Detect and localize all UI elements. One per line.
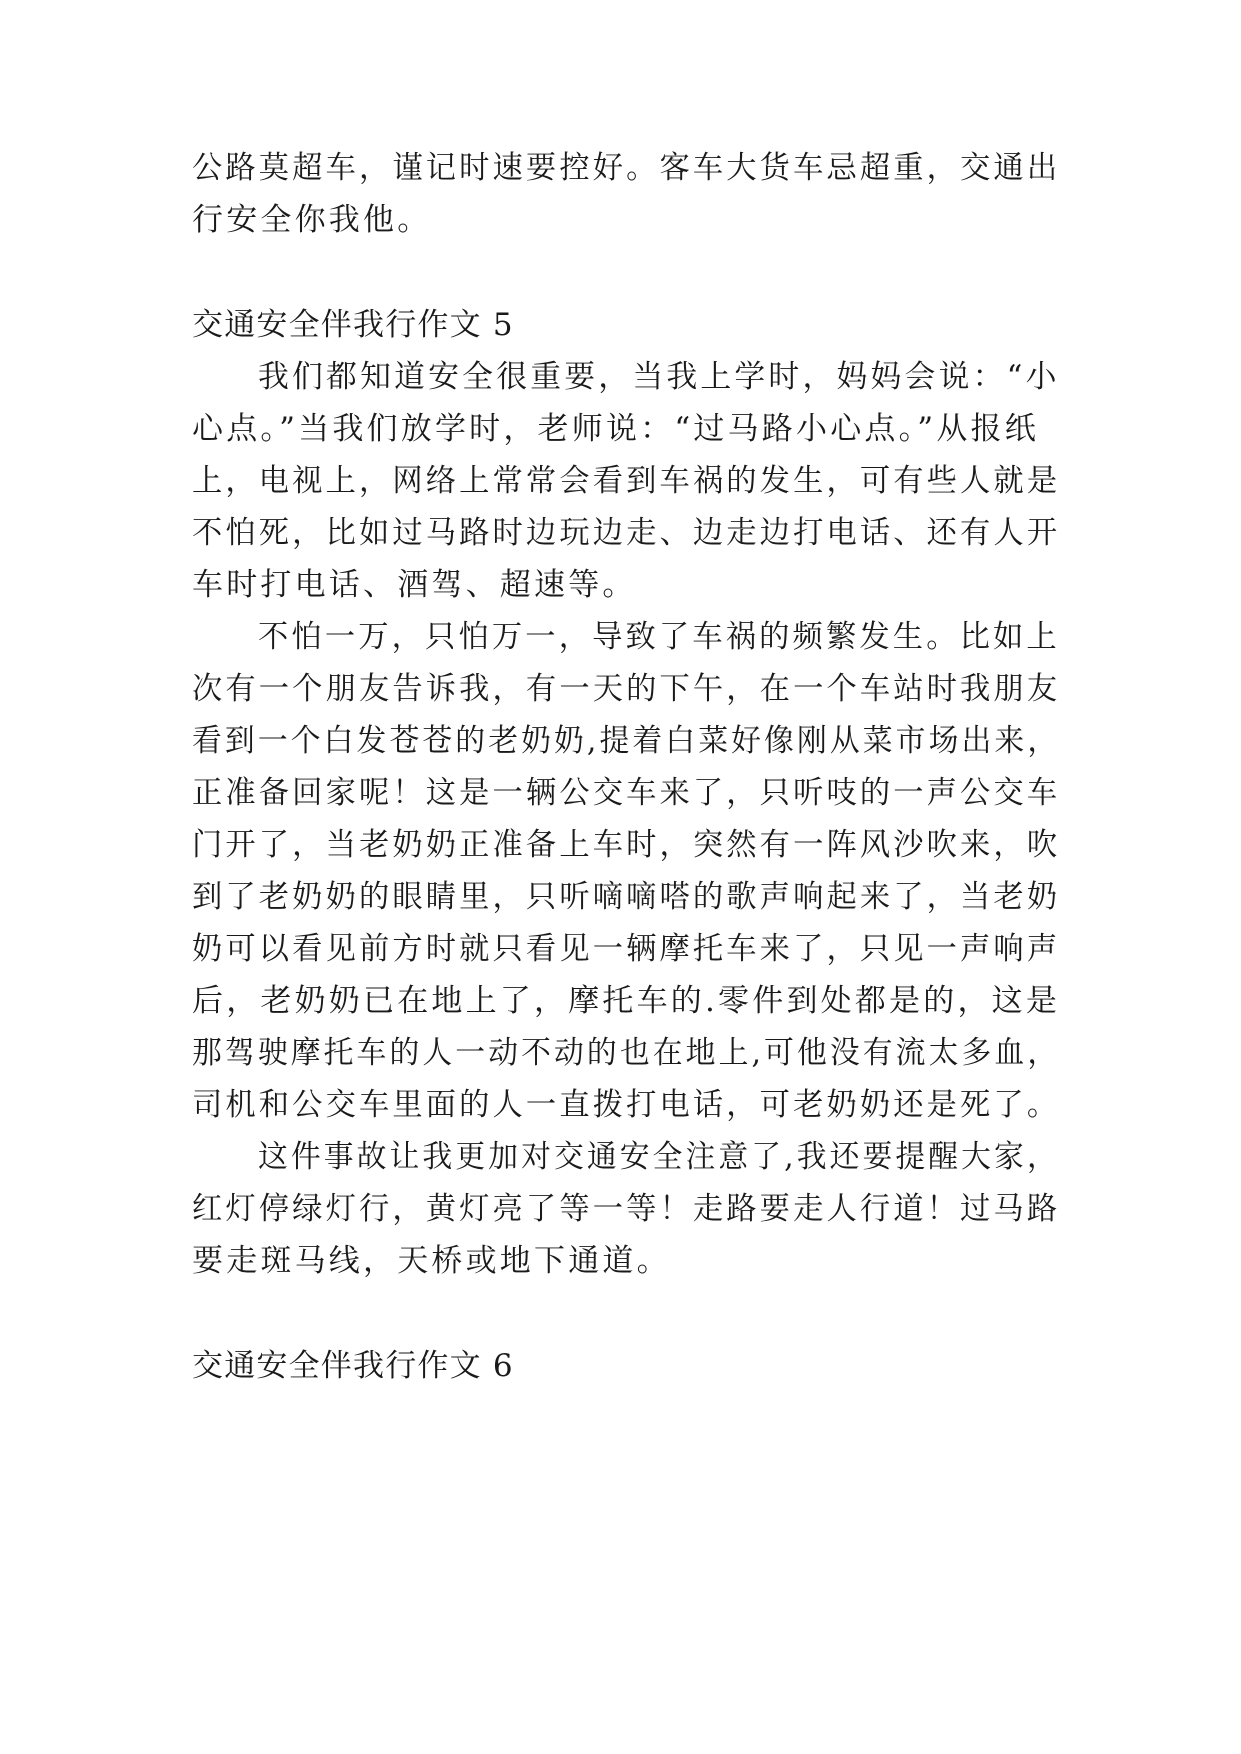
paragraph-line: 奶可以看见前方时就只看见一辆摩托车来了，只见一声响声: [192, 931, 1061, 967]
paragraph-line: 车时打电话、酒驾、超速等。: [192, 567, 637, 603]
paragraph-line: 心点。”当我们放学时，老师说：“过马路小心点。”从报纸: [192, 411, 1039, 447]
paragraph-line: 司机和公交车里面的人一直拨打电话，可老奶奶还是死了。: [192, 1087, 1061, 1123]
paragraph-line: 要走斑马线，天桥或地下通道。: [192, 1243, 671, 1279]
paragraph-line: 那驾驶摩托车的人一动不动的也在地上,可他没有流太多血，: [192, 1035, 1061, 1071]
paragraph-line: 不怕死，比如过马路时边玩边走、边走边打电话、还有人开: [192, 515, 1061, 551]
paragraph-line: 后，老奶奶已在地上了，摩托车的.零件到处都是的，这是: [192, 983, 1061, 1019]
paragraph-line: 我们都知道安全很重要，当我上学时，妈妈会说：“小: [258, 359, 1060, 395]
paragraph-line: 上，电视上，网络上常常会看到车祸的发生，可有些人就是: [192, 463, 1061, 499]
paragraph-line: 不怕一万，只怕万一，导致了车祸的频繁发生。比如上: [258, 619, 1060, 655]
paragraph-line: 正准备回家呢！这是一辆公交车来了，只听吱的一声公交车: [192, 775, 1061, 811]
section-heading-6: 交通安全伴我行作文 6: [192, 1348, 514, 1384]
paragraph-line: 这件事故让我更加对交通安全注意了,我还要提醒大家，: [258, 1139, 1060, 1175]
intro-line-1: 公路莫超车，谨记时速要控好。客车大货车忌超重，交通出: [192, 150, 1061, 186]
paragraph-line: 红灯停绿灯行，黄灯亮了等一等！走路要走人行道！过马路: [192, 1191, 1061, 1227]
paragraph-line: 到了老奶奶的眼睛里，只听嘀嘀嗒的歌声响起来了，当老奶: [192, 879, 1061, 915]
paragraph-line: 看到一个白发苍苍的老奶奶,提着白菜好像刚从菜市场出来，: [192, 723, 1061, 759]
paragraph-line: 次有一个朋友告诉我，有一天的下午，在一个车站时我朋友: [192, 671, 1061, 707]
section-heading-5: 交通安全伴我行作文 5: [192, 307, 514, 343]
paragraph-line: 门开了，当老奶奶正准备上车时，突然有一阵风沙吹来，吹: [192, 827, 1061, 863]
intro-line-2: 行安全你我他。: [192, 202, 432, 238]
